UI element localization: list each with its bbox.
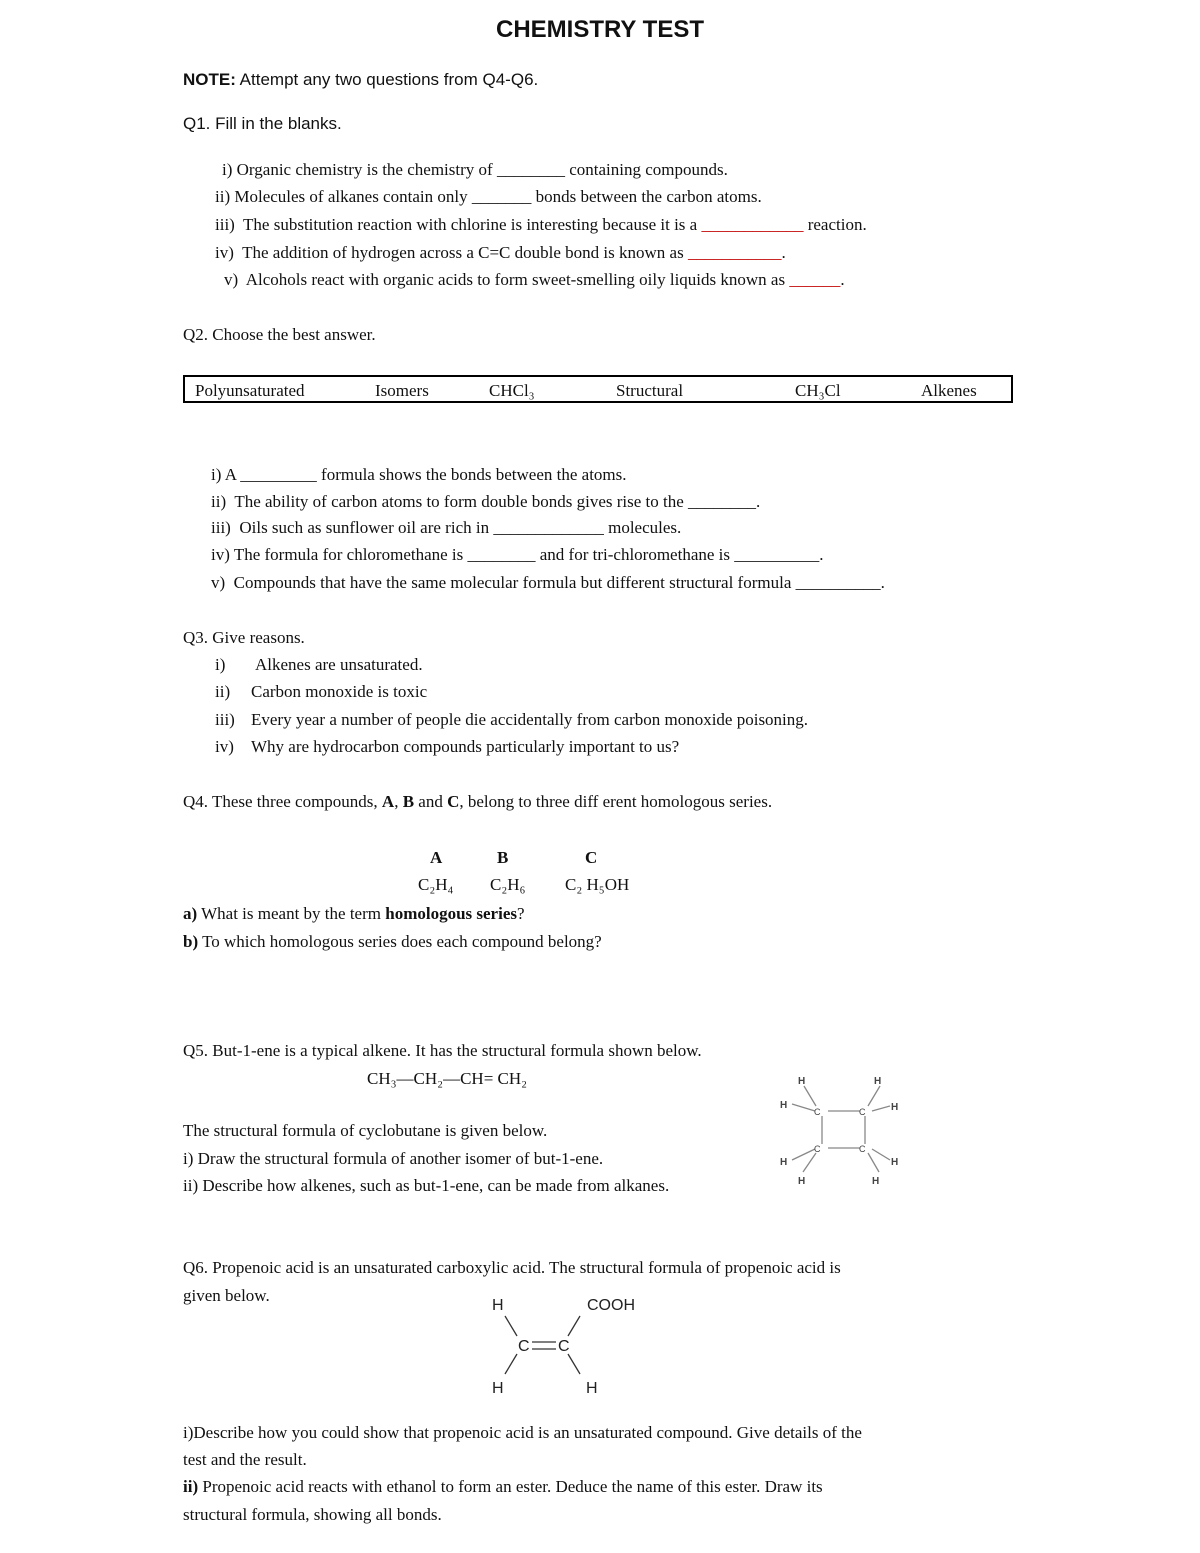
part-label: i) bbox=[183, 1149, 194, 1168]
q2-item bbox=[211, 465, 627, 485]
part-label: a) bbox=[183, 904, 198, 923]
item-text: . bbox=[781, 243, 786, 262]
item-text: . bbox=[840, 270, 845, 289]
butene-formula: CH₃—CH₂—CH= CH₂ bbox=[367, 1069, 528, 1088]
q1-item bbox=[215, 215, 867, 235]
compound-label: B bbox=[497, 848, 509, 867]
word-bank-item: Alkenes bbox=[921, 381, 977, 400]
item-text: Molecules of alkanes contain only bbox=[234, 187, 472, 206]
note-text: Attempt any two questions from Q4-Q6. bbox=[235, 70, 539, 89]
atom-hydrogen: H bbox=[872, 1176, 880, 1187]
atom-hydrogen: H bbox=[891, 1102, 899, 1113]
q6-heading-line1: Q6. Propenoic acid is an unsaturated carboxylic acid. The structural formula of propenoic acid is bbox=[183, 1258, 841, 1277]
atom-hydrogen: H bbox=[798, 1176, 806, 1187]
atom-carbon: C bbox=[518, 1338, 530, 1355]
item-number: ii) bbox=[211, 492, 227, 511]
word-bank-item: Polyunsaturated bbox=[195, 381, 305, 400]
q2-heading: Q2. Choose the best answer. bbox=[183, 325, 376, 344]
compound-formula: C₂H₄ bbox=[418, 875, 454, 894]
item-text: Alcohols react with organic acids to form sweet-smelling oily liquids known as bbox=[245, 270, 790, 289]
answer-blank[interactable]: ______ bbox=[789, 270, 841, 289]
word-bank-item: Isomers bbox=[375, 381, 429, 400]
q3-number: iii) bbox=[215, 710, 235, 729]
q3-text: Carbon monoxide is toxic bbox=[251, 682, 428, 701]
compound-label: C bbox=[585, 848, 598, 867]
item-text: Compounds that have the same molecular formula but different structural formula __________. bbox=[233, 573, 885, 592]
compound-formula: C₂H₆ bbox=[490, 875, 526, 894]
q4-heading-text: and bbox=[414, 792, 448, 811]
item-number: v) bbox=[211, 573, 226, 592]
item-text: Oils such as sunflower oil are rich in _____________ molecules. bbox=[239, 518, 682, 537]
part-label: b) bbox=[183, 932, 199, 951]
item-text: containing compounds. bbox=[564, 160, 728, 179]
compound-label: A bbox=[430, 848, 443, 867]
q3-text: Every year a number of people die accidentally from carbon monoxide poisoning. bbox=[251, 710, 809, 729]
item-text: The formula for chloromethane is ________ and for tri-chloromethane is __________. bbox=[233, 545, 824, 564]
q2-item bbox=[211, 518, 681, 538]
atom-carbon: C bbox=[859, 1144, 866, 1154]
atom-carbon: C bbox=[814, 1107, 821, 1117]
atom-hydrogen: H bbox=[780, 1100, 788, 1111]
q4-heading bbox=[183, 792, 772, 812]
q5-heading: Q5. But-1-ene is a typical alkene. It has the structural formula shown below. bbox=[183, 1041, 702, 1060]
part-text-bold: homologous series bbox=[385, 904, 517, 923]
part-text: Draw the structural formula of another isomer of but-1-ene. bbox=[193, 1149, 604, 1168]
q3-number: ii) bbox=[215, 682, 231, 701]
q4-part-b bbox=[183, 932, 602, 952]
part-label: ii) bbox=[183, 1477, 199, 1496]
atom-carbon: C bbox=[558, 1338, 570, 1355]
compound-c-ref: C bbox=[447, 792, 460, 811]
q4-heading-text: , belong to three diff erent homologous series. bbox=[459, 792, 773, 811]
item-number: iii) bbox=[211, 518, 231, 537]
q5-part-ii bbox=[183, 1176, 669, 1196]
q1-heading: Q1. Fill in the blanks. bbox=[183, 114, 342, 133]
item-number: i) bbox=[222, 160, 233, 179]
cooh-group: COOH bbox=[587, 1297, 635, 1314]
answer-blank[interactable]: ________ bbox=[496, 160, 565, 179]
atom-hydrogen: H bbox=[586, 1380, 598, 1397]
part-text: Propenoic acid reacts with ethanol to form an ester. Deduce the name of this ester. Draw its bbox=[198, 1477, 823, 1496]
compound-a-ref: A bbox=[381, 792, 395, 811]
answer-blank[interactable]: ___________ bbox=[687, 243, 782, 262]
part-text: Describe how alkenes, such as but-1-ene, can be made from alkanes. bbox=[198, 1176, 670, 1195]
atom-hydrogen: H bbox=[798, 1076, 806, 1087]
item-text: The ability of carbon atoms to form double bonds gives rise to the ________. bbox=[234, 492, 761, 511]
note-label: NOTE: bbox=[183, 70, 236, 89]
q2-item bbox=[211, 492, 760, 512]
propenoic-acid-structure bbox=[480, 1290, 650, 1402]
atom-carbon: C bbox=[814, 1144, 821, 1154]
q4-heading-text: , bbox=[394, 792, 403, 811]
cyclobutane-structure bbox=[770, 1068, 920, 1194]
q3-heading: Q3. Give reasons. bbox=[183, 628, 305, 647]
q2-item bbox=[211, 545, 824, 565]
q4-part-a bbox=[183, 904, 525, 924]
page-title: CHEMISTRY TEST bbox=[495, 16, 705, 43]
item-number: i) bbox=[211, 465, 222, 484]
word-bank-item: CHCl₃ bbox=[489, 381, 535, 400]
q4-heading-text: Q4. These three compounds, bbox=[183, 792, 382, 811]
item-text: The addition of hydrogen across a C=C double bond is known as bbox=[242, 243, 688, 262]
item-number: v) bbox=[224, 270, 239, 289]
q1-item bbox=[224, 270, 845, 290]
item-number: iv) bbox=[211, 545, 230, 564]
compound-formula: C₂ H₅OH bbox=[565, 875, 630, 894]
item-text: The substitution reaction with chlorine is interesting because it is a bbox=[243, 215, 702, 234]
item-text: Organic chemistry is the chemistry of bbox=[236, 160, 497, 179]
q6-heading-line2: given below. bbox=[183, 1286, 270, 1305]
q6-part-i-line2: test and the result. bbox=[183, 1450, 307, 1469]
atom-hydrogen: H bbox=[780, 1157, 788, 1168]
note bbox=[183, 70, 538, 90]
q6-part-ii-line2: structural formula, showing all bonds. bbox=[183, 1505, 442, 1524]
word-bank-item: Structural bbox=[616, 381, 684, 400]
part-text: ? bbox=[516, 904, 525, 923]
q5-cyclo-text: The structural formula of cyclobutane is given below. bbox=[183, 1121, 548, 1140]
q3-text: Alkenes are unsaturated. bbox=[255, 655, 423, 674]
item-text: reaction. bbox=[803, 215, 867, 234]
atom-carbon: C bbox=[859, 1107, 866, 1117]
atom-hydrogen: H bbox=[891, 1157, 899, 1168]
atom-hydrogen: H bbox=[874, 1076, 882, 1087]
q1-item bbox=[215, 243, 786, 263]
part-text: What is meant by the term bbox=[197, 904, 386, 923]
atom-hydrogen: H bbox=[492, 1297, 504, 1314]
word-bank-item: CH₃Cl bbox=[795, 381, 841, 400]
answer-blank[interactable]: _______ bbox=[471, 187, 532, 206]
word-bank bbox=[183, 375, 1013, 403]
q3-number: i) bbox=[215, 655, 226, 674]
item-number: ii) bbox=[215, 187, 231, 206]
part-label: ii) bbox=[183, 1176, 199, 1195]
q5-part-i bbox=[183, 1149, 603, 1169]
part-text: To which homologous series does each compound belong? bbox=[198, 932, 602, 951]
q1-item bbox=[215, 187, 762, 207]
q2-item bbox=[211, 573, 885, 593]
q6-part-ii-line1 bbox=[183, 1477, 823, 1497]
item-number: iii) bbox=[215, 215, 235, 234]
item-text: bonds between the carbon atoms. bbox=[531, 187, 762, 206]
q3-number: iv) bbox=[215, 737, 234, 756]
q6-part-i-line1: i)Describe how you could show that propenoic acid is an unsaturated compound. Give details of the bbox=[183, 1423, 862, 1442]
item-text: A _________ formula shows the bonds between the atoms. bbox=[224, 465, 627, 484]
compound-b-ref: B bbox=[402, 792, 415, 811]
q3-text: Why are hydrocarbon compounds particularly important to us? bbox=[251, 737, 680, 756]
q1-item bbox=[222, 160, 728, 180]
item-number: iv) bbox=[215, 243, 234, 262]
atom-hydrogen: H bbox=[492, 1380, 504, 1397]
answer-blank[interactable]: ____________ bbox=[701, 215, 804, 234]
